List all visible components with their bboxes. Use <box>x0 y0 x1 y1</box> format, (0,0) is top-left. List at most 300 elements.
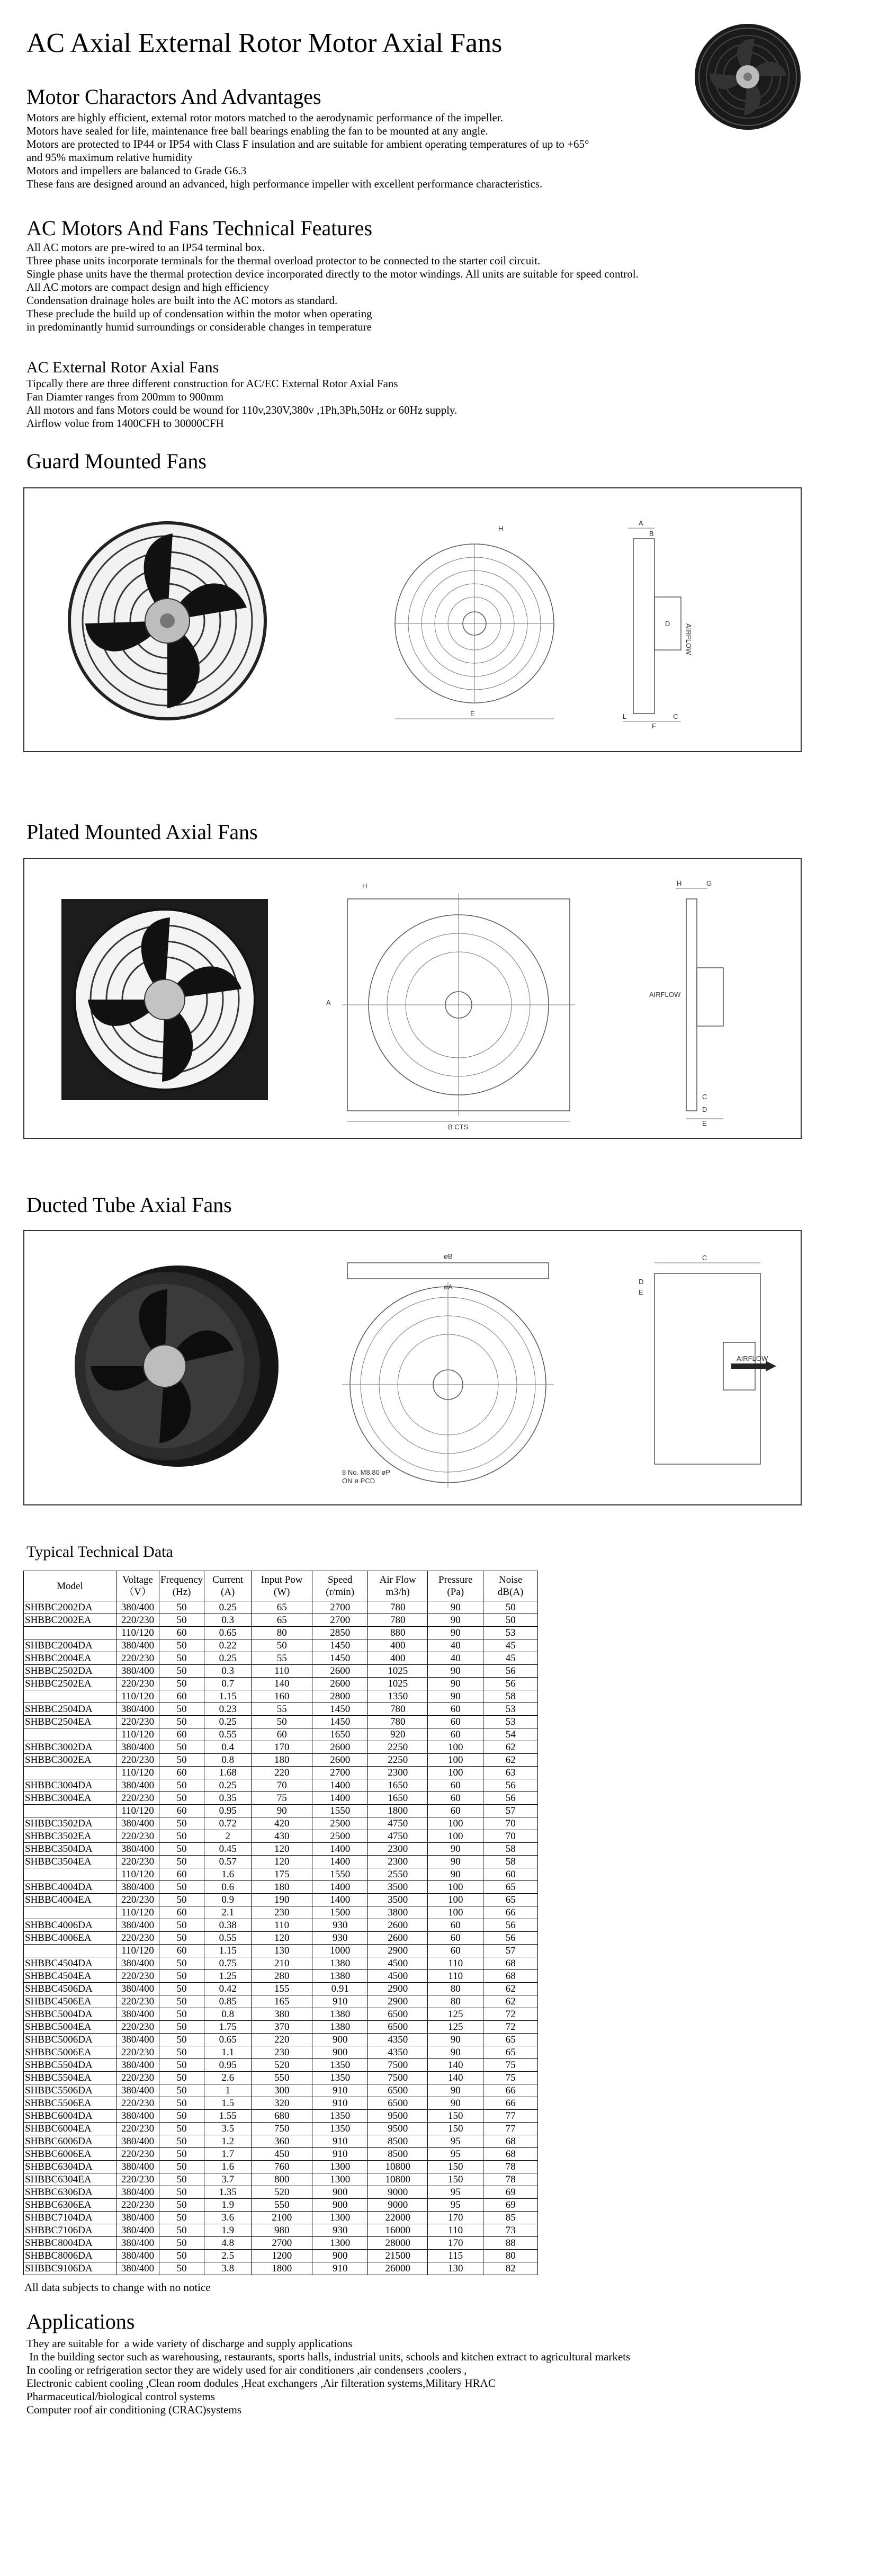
dim-label: A <box>639 519 643 527</box>
table-cell: 95 <box>428 2199 483 2212</box>
table-cell: 58 <box>483 1856 538 1868</box>
table-cell: 0.3 <box>204 1614 252 1627</box>
column-header: Input Pow (W) <box>252 1571 312 1601</box>
table-cell: 1.25 <box>204 1970 252 1983</box>
table-cell: 4500 <box>368 1970 428 1983</box>
table-cell: 125 <box>428 2008 483 2021</box>
model-cell: SHBBC4506DA <box>24 1983 116 1995</box>
table-cell: 190 <box>252 1894 312 1906</box>
model-cell: SHBBC3504EA <box>24 1856 116 1868</box>
table-cell: 2550 <box>368 1868 428 1881</box>
model-cell: SHBBC6006EA <box>24 2148 116 2161</box>
table-cell: 550 <box>252 2072 312 2084</box>
table-body <box>24 1601 538 2275</box>
table-cell: 220/230 <box>116 1716 159 1728</box>
column-header: Noise dB(A) <box>483 1571 538 1601</box>
model-cell: SHBBC6006DA <box>24 2135 116 2148</box>
table-cell: 60 <box>159 1728 204 1741</box>
table-cell: 3500 <box>368 1881 428 1894</box>
ducted-figure-panel <box>23 1230 802 1505</box>
table-row <box>24 1690 538 1703</box>
table-cell: 1.35 <box>204 2186 252 2199</box>
table-cell: 50 <box>159 2237 204 2250</box>
table-cell: 75 <box>483 2072 538 2084</box>
dim-label: 8 No. M8.80 øP <box>342 1468 391 1476</box>
table-cell: 0.55 <box>204 1932 252 1945</box>
table-cell: 0.7 <box>204 1678 252 1690</box>
table-cell: 82 <box>483 2262 538 2275</box>
table-cell: 4350 <box>368 2046 428 2059</box>
table-cell: 360 <box>252 2135 312 2148</box>
table-cell: 65 <box>483 1894 538 1906</box>
table-cell: 100 <box>428 1817 483 1830</box>
dim-label: H <box>498 524 504 532</box>
table-cell: 1400 <box>312 1881 368 1894</box>
table-cell: 62 <box>483 1983 538 1995</box>
table-cell: 150 <box>428 2161 483 2173</box>
table-row <box>24 2084 538 2097</box>
advantages-heading: Motor Charactors And Advantages <box>26 85 321 109</box>
dim-label: D <box>665 620 670 628</box>
table-row <box>24 1652 538 1665</box>
table-cell: 50 <box>159 2135 204 2148</box>
table-row <box>24 2034 538 2046</box>
table-cell: 65 <box>483 1881 538 1894</box>
table-cell: 50 <box>159 1995 204 2008</box>
table-cell: 0.3 <box>204 1665 252 1678</box>
table-cell: 180 <box>252 1754 312 1767</box>
table-cell: 22000 <box>368 2212 428 2224</box>
table-cell: 0.38 <box>204 1919 252 1932</box>
table-cell: 400 <box>368 1639 428 1652</box>
model-cell: SHBBC6304DA <box>24 2161 116 2173</box>
table-cell: 80 <box>483 2250 538 2262</box>
table-cell: 220/230 <box>116 1970 159 1983</box>
table-cell: 175 <box>252 1868 312 1881</box>
table-cell: 380/400 <box>116 1881 159 1894</box>
features-heading: AC Motors And Fans Technical Features <box>26 216 373 240</box>
model-cell: SHBBC4506EA <box>24 1995 116 2008</box>
applications-line: In the building sector such as warehousing, restaurants, sports halls, industrial units, schools and kitchen extract to agricultural markets <box>26 2350 631 2363</box>
applications-text <box>26 2337 630 2417</box>
table-cell: 50 <box>159 2084 204 2097</box>
column-header: Current (A) <box>204 1571 252 1601</box>
table-cell: 2600 <box>312 1678 368 1690</box>
table-cell: 2850 <box>312 1627 368 1639</box>
table-cell: 56 <box>483 1792 538 1805</box>
table-cell: 980 <box>252 2224 312 2237</box>
table-cell: 90 <box>428 1627 483 1639</box>
table-cell: 56 <box>483 1678 538 1690</box>
table-cell: 50 <box>159 2262 204 2275</box>
table-cell: 0.45 <box>204 1843 252 1856</box>
table-cell: 140 <box>428 2072 483 2084</box>
table-cell: 450 <box>252 2148 312 2161</box>
table-cell: 80 <box>252 1627 312 1639</box>
table-cell: 10800 <box>368 2173 428 2186</box>
table-cell: 60 <box>159 1868 204 1881</box>
table-cell: 50 <box>252 1716 312 1728</box>
table-cell: 2600 <box>312 1665 368 1678</box>
table-cell: 0.25 <box>204 1652 252 1665</box>
table-header-row <box>24 1571 538 1601</box>
table-cell: 70 <box>483 1830 538 1843</box>
table-cell: 1450 <box>312 1716 368 1728</box>
ducted-heading: Ducted Tube Axial Fans <box>26 1193 232 1217</box>
table-cell: 6500 <box>368 2084 428 2097</box>
model-cell: SHBBC5004EA <box>24 2021 116 2034</box>
table-cell: 6500 <box>368 2097 428 2110</box>
advantages-line: Motors are highly efficient, external rotor motors matched to the aerodynamic performance of the impeller. <box>26 111 503 124</box>
table-row <box>24 2173 538 2186</box>
table-cell: 90 <box>428 2034 483 2046</box>
advantages-line: Motors are protected to IP44 or IP54 with Class F insulation and are suitable for ambient operating temperatures of up to +65° <box>26 138 589 150</box>
table-cell: 65 <box>252 1614 312 1627</box>
table-cell: 3.6 <box>204 2212 252 2224</box>
table-cell: 380/400 <box>116 2237 159 2250</box>
table-cell: 68 <box>483 1970 538 1983</box>
advantages-line: Motors and impellers are balanced to Grade G6.3 <box>26 164 247 177</box>
table-cell: 0.25 <box>204 1601 252 1614</box>
table-row <box>24 2072 538 2084</box>
table-cell: 380/400 <box>116 2110 159 2123</box>
table-cell: 50 <box>159 1983 204 1995</box>
table-cell: 50 <box>252 1639 312 1652</box>
table-row <box>24 2021 538 2034</box>
model-cell: SHBBC3002DA <box>24 1741 116 1754</box>
table-cell: 100 <box>428 1741 483 1754</box>
table-cell: 50 <box>159 2123 204 2135</box>
table-cell: 380/400 <box>116 1665 159 1678</box>
table-cell: 380 <box>252 2008 312 2021</box>
table-cell: 85 <box>483 2212 538 2224</box>
plated-side-drawing <box>644 878 760 1127</box>
table-cell: 380/400 <box>116 1919 159 1932</box>
table-cell: 400 <box>368 1652 428 1665</box>
table-cell: 1650 <box>312 1728 368 1741</box>
table-cell: 50 <box>159 2148 204 2161</box>
table-cell: 380/400 <box>116 2135 159 2148</box>
column-header: Pressure (Pa) <box>428 1571 483 1601</box>
table-row <box>24 1805 538 1817</box>
table-cell: 1550 <box>312 1805 368 1817</box>
column-header: Speed (r/min) <box>312 1571 368 1601</box>
features-line: Condensation drainage holes are built into the AC motors as standard. <box>26 294 338 307</box>
table-cell: 130 <box>428 2262 483 2275</box>
table-cell: 140 <box>428 2059 483 2072</box>
table-cell: 2600 <box>312 1754 368 1767</box>
table-cell: 4750 <box>368 1830 428 1843</box>
table-row <box>24 2008 538 2021</box>
table-cell: 2700 <box>312 1614 368 1627</box>
table-cell: 380/400 <box>116 1779 159 1792</box>
table-cell: 220 <box>252 2034 312 2046</box>
table-cell: 100 <box>428 1754 483 1767</box>
table-cell: 2.6 <box>204 2072 252 2084</box>
model-cell: SHBBC4504DA <box>24 1957 116 1970</box>
table-cell: 780 <box>368 1716 428 1728</box>
table-cell: 110/120 <box>116 1868 159 1881</box>
features-line: All AC motors are pre-wired to an IP54 terminal box. <box>26 241 265 254</box>
table-cell: 220/230 <box>116 1995 159 2008</box>
applications-line: In cooling or refrigeration sector they are widely used for air conditioners ,air condensers ,coolers , <box>26 2364 467 2376</box>
dim-label: B <box>649 530 654 538</box>
table-row <box>24 1728 538 1741</box>
model-cell: SHBBC6304EA <box>24 2173 116 2186</box>
dim-label: D <box>639 1278 644 1286</box>
table-row <box>24 1817 538 1830</box>
table-cell: 70 <box>483 1817 538 1830</box>
table-cell: 1.15 <box>204 1945 252 1957</box>
table-cell: 380/400 <box>116 1741 159 1754</box>
model-cell: SHBBC5504EA <box>24 2072 116 2084</box>
table-cell: 1.15 <box>204 1690 252 1703</box>
dim-label: AIRFLOW <box>649 991 681 999</box>
table-cell: 88 <box>483 2237 538 2250</box>
table-cell: 910 <box>312 2148 368 2161</box>
table-cell: 170 <box>252 1741 312 1754</box>
table-cell: 50 <box>159 1741 204 1754</box>
table-cell: 77 <box>483 2123 538 2135</box>
table-row <box>24 1779 538 1792</box>
table-cell: 60 <box>428 1728 483 1741</box>
table-cell: 900 <box>312 2186 368 2199</box>
table-cell: 50 <box>159 2021 204 2034</box>
guard-side-drawing <box>612 518 702 729</box>
guard-figure-panel <box>23 487 802 752</box>
table-cell: 550 <box>252 2199 312 2212</box>
table-row <box>24 2059 538 2072</box>
model-cell <box>24 1767 116 1779</box>
model-cell <box>24 1728 116 1741</box>
table-cell: 165 <box>252 1995 312 2008</box>
table-cell: 50 <box>159 1639 204 1652</box>
model-cell: SHBBC5506DA <box>24 2084 116 2097</box>
table-cell: 760 <box>252 2161 312 2173</box>
model-cell <box>24 1945 116 1957</box>
table-cell: 100 <box>428 1906 483 1919</box>
table-cell: 220 <box>252 1767 312 1779</box>
model-cell <box>24 1627 116 1639</box>
table-cell: 50 <box>159 2250 204 2262</box>
table-cell: 680 <box>252 2110 312 2123</box>
table-cell: 60 <box>159 1945 204 1957</box>
table-cell: 750 <box>252 2123 312 2135</box>
model-cell <box>24 1805 116 1817</box>
table-row <box>24 1665 538 1678</box>
fan-product-image <box>691 20 805 134</box>
table-cell: 50 <box>159 2186 204 2199</box>
table-cell: 2250 <box>368 1754 428 1767</box>
table-cell: 150 <box>428 2123 483 2135</box>
table-cell: 100 <box>428 1894 483 1906</box>
table-row <box>24 1970 538 1983</box>
table-row <box>24 2212 538 2224</box>
table-row <box>24 1792 538 1805</box>
model-cell: SHBBC3502EA <box>24 1830 116 1843</box>
table-cell: 57 <box>483 1805 538 1817</box>
table-cell: 50 <box>159 2008 204 2021</box>
table-cell: 2300 <box>368 1843 428 1856</box>
table-cell: 0.9 <box>204 1894 252 1906</box>
table-cell: 65 <box>483 2046 538 2059</box>
table-cell: 60 <box>428 1716 483 1728</box>
table-cell: 380/400 <box>116 1983 159 1995</box>
table-cell: 110 <box>252 1665 312 1678</box>
table-cell: 110/120 <box>116 1906 159 1919</box>
table-cell: 110/120 <box>116 1627 159 1639</box>
table-cell: 50 <box>159 1856 204 1868</box>
table-cell: 1380 <box>312 1957 368 1970</box>
table-cell: 2100 <box>252 2212 312 2224</box>
table-cell: 4750 <box>368 1817 428 1830</box>
dim-label: F <box>652 722 656 730</box>
table-cell: 910 <box>312 2084 368 2097</box>
table-cell: 1025 <box>368 1678 428 1690</box>
table-cell: 50 <box>159 1881 204 1894</box>
table-cell: 0.95 <box>204 1805 252 1817</box>
table-note: All data subjects to change with no notice <box>24 2281 211 2294</box>
table-cell: 72 <box>483 2021 538 2034</box>
table-cell: 220/230 <box>116 1792 159 1805</box>
table-cell: 60 <box>428 1919 483 1932</box>
table-cell: 1300 <box>312 2161 368 2173</box>
model-cell: SHBBC5006EA <box>24 2046 116 2059</box>
table-cell: 95 <box>428 2135 483 2148</box>
table-cell: 1.68 <box>204 1767 252 1779</box>
table-row <box>24 1716 538 1728</box>
table-cell: 110 <box>428 1970 483 1983</box>
table-cell: 73 <box>483 2224 538 2237</box>
table-cell: 4.8 <box>204 2237 252 2250</box>
applications-line: They are suitable for a wide variety of discharge and supply applications <box>26 2337 353 2350</box>
dim-label: A <box>326 999 331 1006</box>
table-cell: 230 <box>252 1906 312 1919</box>
table-cell: 60 <box>159 1805 204 1817</box>
table-cell: 1300 <box>312 2237 368 2250</box>
model-cell: SHBBC3504DA <box>24 1843 116 1856</box>
column-header: Frequency (Hz) <box>159 1571 204 1601</box>
table-cell: 1025 <box>368 1665 428 1678</box>
dim-label: B CTS <box>448 1123 469 1131</box>
table-cell: 910 <box>312 2097 368 2110</box>
table-cell: 380/400 <box>116 1639 159 1652</box>
table-row <box>24 2199 538 2212</box>
table-cell: 220/230 <box>116 1932 159 1945</box>
table-cell: 9000 <box>368 2186 428 2199</box>
table-cell: 1400 <box>312 1779 368 1792</box>
table-cell: 80 <box>428 1983 483 1995</box>
table-cell: 900 <box>312 2034 368 2046</box>
guard-front-drawing <box>384 520 564 727</box>
guard-heading: Guard Mounted Fans <box>26 449 207 473</box>
table-row <box>24 1957 538 1970</box>
table-cell: 62 <box>483 1741 538 1754</box>
table-cell: 69 <box>483 2186 538 2199</box>
table-cell: 160 <box>252 1690 312 1703</box>
table-cell: 380/400 <box>116 2084 159 2097</box>
table-cell: 60 <box>428 1779 483 1792</box>
table-cell: 1400 <box>312 1843 368 1856</box>
table-cell: 50 <box>159 1601 204 1614</box>
table-cell: 2700 <box>312 1601 368 1614</box>
model-cell <box>24 1906 116 1919</box>
table-cell: 4350 <box>368 2034 428 2046</box>
advantages-line: These fans are designed around an advanced, high performance impeller with excellent performance characteristics. <box>26 177 543 190</box>
plated-heading: Plated Mounted Axial Fans <box>26 820 258 844</box>
table-cell: 1400 <box>312 1894 368 1906</box>
table-cell: 380/400 <box>116 2250 159 2262</box>
table-cell: 900 <box>312 2199 368 2212</box>
table-row <box>24 2110 538 2123</box>
table-cell: 880 <box>368 1627 428 1639</box>
table-cell: 110/120 <box>116 1728 159 1741</box>
table-cell: 910 <box>312 2262 368 2275</box>
table-cell: 2800 <box>312 1690 368 1703</box>
table-cell: 155 <box>252 1983 312 1995</box>
table-cell: 4500 <box>368 1957 428 1970</box>
table-cell: 1.55 <box>204 2110 252 2123</box>
table-cell: 220/230 <box>116 2148 159 2161</box>
technical-data-table <box>23 1571 538 2275</box>
table-cell: 45 <box>483 1639 538 1652</box>
table-cell: 53 <box>483 1627 538 1639</box>
table-cell: 1380 <box>312 2021 368 2034</box>
table-cell: 100 <box>428 1830 483 1843</box>
table-cell: 2600 <box>368 1919 428 1932</box>
table-cell: 220/230 <box>116 2072 159 2084</box>
table-cell: 380/400 <box>116 1957 159 1970</box>
table-cell: 1300 <box>312 2173 368 2186</box>
table-cell: 78 <box>483 2173 538 2186</box>
table-cell: 930 <box>312 1919 368 1932</box>
table-cell: 0.57 <box>204 1856 252 1868</box>
external-line: Fan Diamter ranges from 200mm to 900mm <box>26 390 224 403</box>
table-cell: 50 <box>159 2161 204 2173</box>
table-cell: 2 <box>204 1830 252 1843</box>
table-cell: 90 <box>428 2097 483 2110</box>
table-cell: 50 <box>159 1970 204 1983</box>
table-cell: 50 <box>483 1614 538 1627</box>
table-cell: 40 <box>428 1652 483 1665</box>
table-cell: 66 <box>483 2084 538 2097</box>
table-cell: 50 <box>159 1716 204 1728</box>
table-cell: 140 <box>252 1678 312 1690</box>
model-cell: SHBBC5004DA <box>24 2008 116 2021</box>
table-cell: 0.85 <box>204 1995 252 2008</box>
table-cell: 60 <box>428 1792 483 1805</box>
table-cell: 2300 <box>368 1856 428 1868</box>
table-cell: 8500 <box>368 2148 428 2161</box>
dim-label: AIRFLOW <box>737 1354 768 1362</box>
table-cell: 110/120 <box>116 1805 159 1817</box>
table-cell: 60 <box>252 1728 312 1741</box>
table-cell: 2300 <box>368 1767 428 1779</box>
table-cell: 50 <box>159 1830 204 1843</box>
table-cell: 70 <box>252 1779 312 1792</box>
table-cell: 220/230 <box>116 2021 159 2034</box>
table-cell: 230 <box>252 2046 312 2059</box>
external-line: Airflow volue from 1400CFH to 30000CFH <box>26 417 224 430</box>
table-cell: 0.65 <box>204 2034 252 2046</box>
table-cell: 66 <box>483 2097 538 2110</box>
table-cell: 50 <box>159 2110 204 2123</box>
table-cell: 110/120 <box>116 1690 159 1703</box>
features-text <box>26 241 639 334</box>
model-cell: SHBBC4006DA <box>24 1919 116 1932</box>
table-row <box>24 2097 538 2110</box>
table-row <box>24 1932 538 1945</box>
